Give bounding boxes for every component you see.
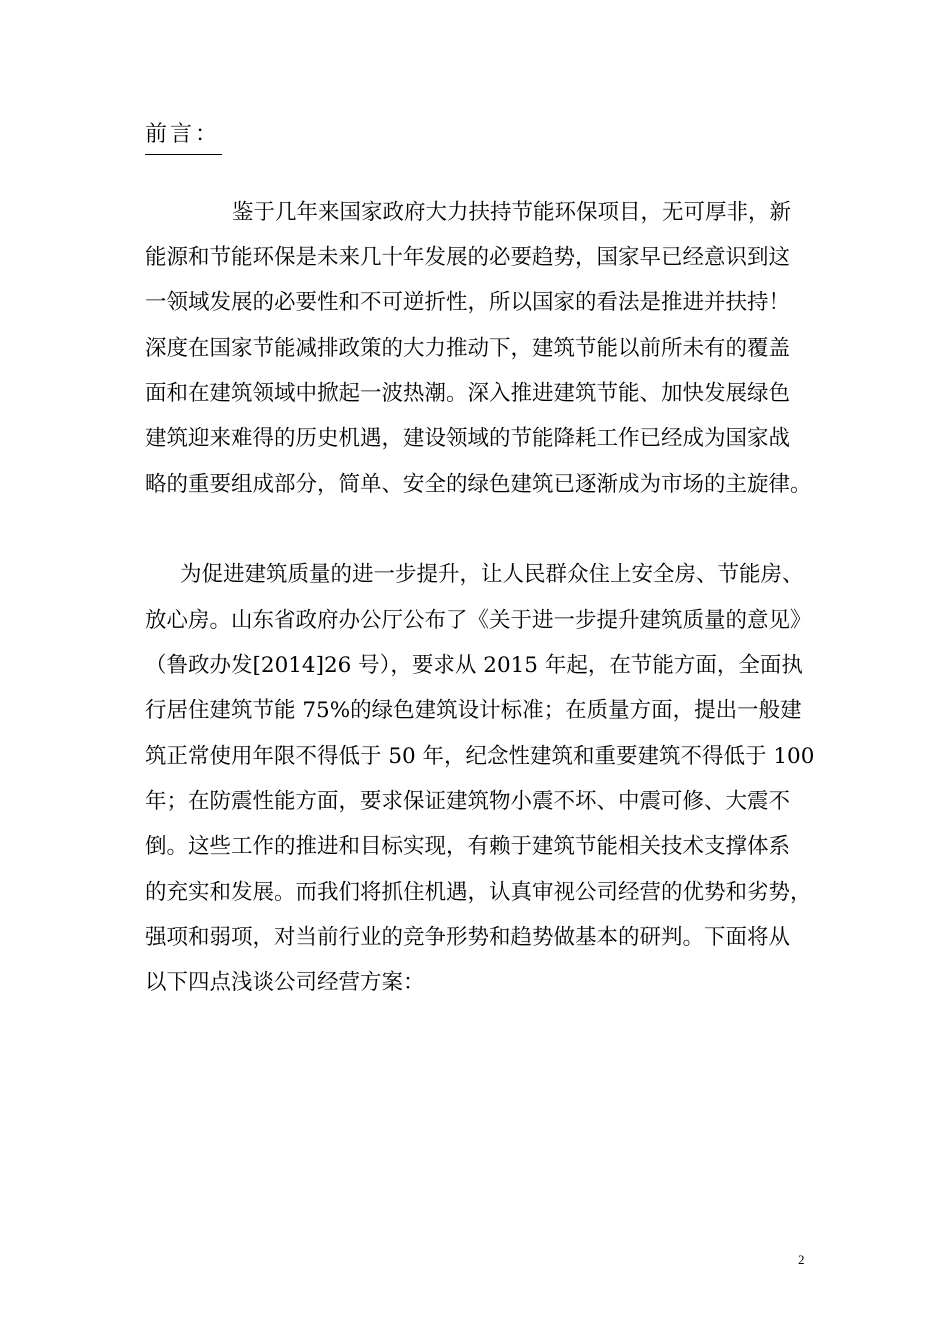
paragraph-1-line: 面和在建筑领域中掀起一波热潮。深入推进建筑节能、加快发展绿色 (145, 381, 791, 406)
page-number: 2 (798, 1252, 805, 1267)
paragraph-1-line: 鉴于几年来国家政府大力扶持节能环保项目，无可厚非，新 (232, 200, 792, 225)
paragraph-2-line: 年；在防震性能方面，要求保证建筑物小震不坏、中震可修、大震不 (145, 789, 791, 814)
paragraph-2-line: （鲁政办发[2014]26 号），要求从 2015 年起，在节能方面，全面执 (145, 653, 803, 678)
paragraph-2-line: 的充实和发展。而我们将抓住机遇，认真审视公司经营的优势和劣势， (145, 880, 812, 905)
paragraph-2-line: 以下四点浅谈公司经营方案： (145, 970, 425, 995)
paragraph-1-line: 一领域发展的必要性和不可逆折性，所以国家的看法是推进并扶持！ (145, 290, 791, 315)
paragraph-2-line: 为促进建筑质量的进一步提升，让人民群众住上安全房、节能房、 (180, 562, 804, 587)
paragraph-2-line: 筑正常使用年限不得低于 50 年，纪念性建筑和重要建筑不得低于 100 (145, 744, 815, 769)
paragraph-1-line: 能源和节能环保是未来几十年发展的必要趋势，国家早已经意识到这 (145, 245, 791, 270)
section-heading: 前言： (145, 118, 222, 155)
paragraph-2-line: 倒。这些工作的推进和目标实现，有赖于建筑节能相关技术支撑体系 (145, 834, 791, 859)
paragraph-2-line: 放心房。山东省政府办公厅公布了《关于进一步提升建筑质量的意见》 (145, 608, 812, 633)
paragraph-1-line: 略的重要组成部分，简单、安全的绿色建筑已逐渐成为市场的主旋律。 (145, 472, 812, 497)
paragraph-2-line: 行居住建筑节能 75%的绿色建筑设计标准；在质量方面，提出一般建 (145, 698, 802, 723)
paragraph-2-line: 强项和弱项，对当前行业的竞争形势和趋势做基本的研判。下面将从 (145, 925, 791, 950)
paragraph-1-line: 建筑迎来难得的历史机遇，建设领域的节能降耗工作已经成为国家战 (145, 426, 791, 451)
paragraph-1-line: 深度在国家节能减排政策的大力推动下，建筑节能以前所未有的覆盖 (145, 336, 791, 361)
